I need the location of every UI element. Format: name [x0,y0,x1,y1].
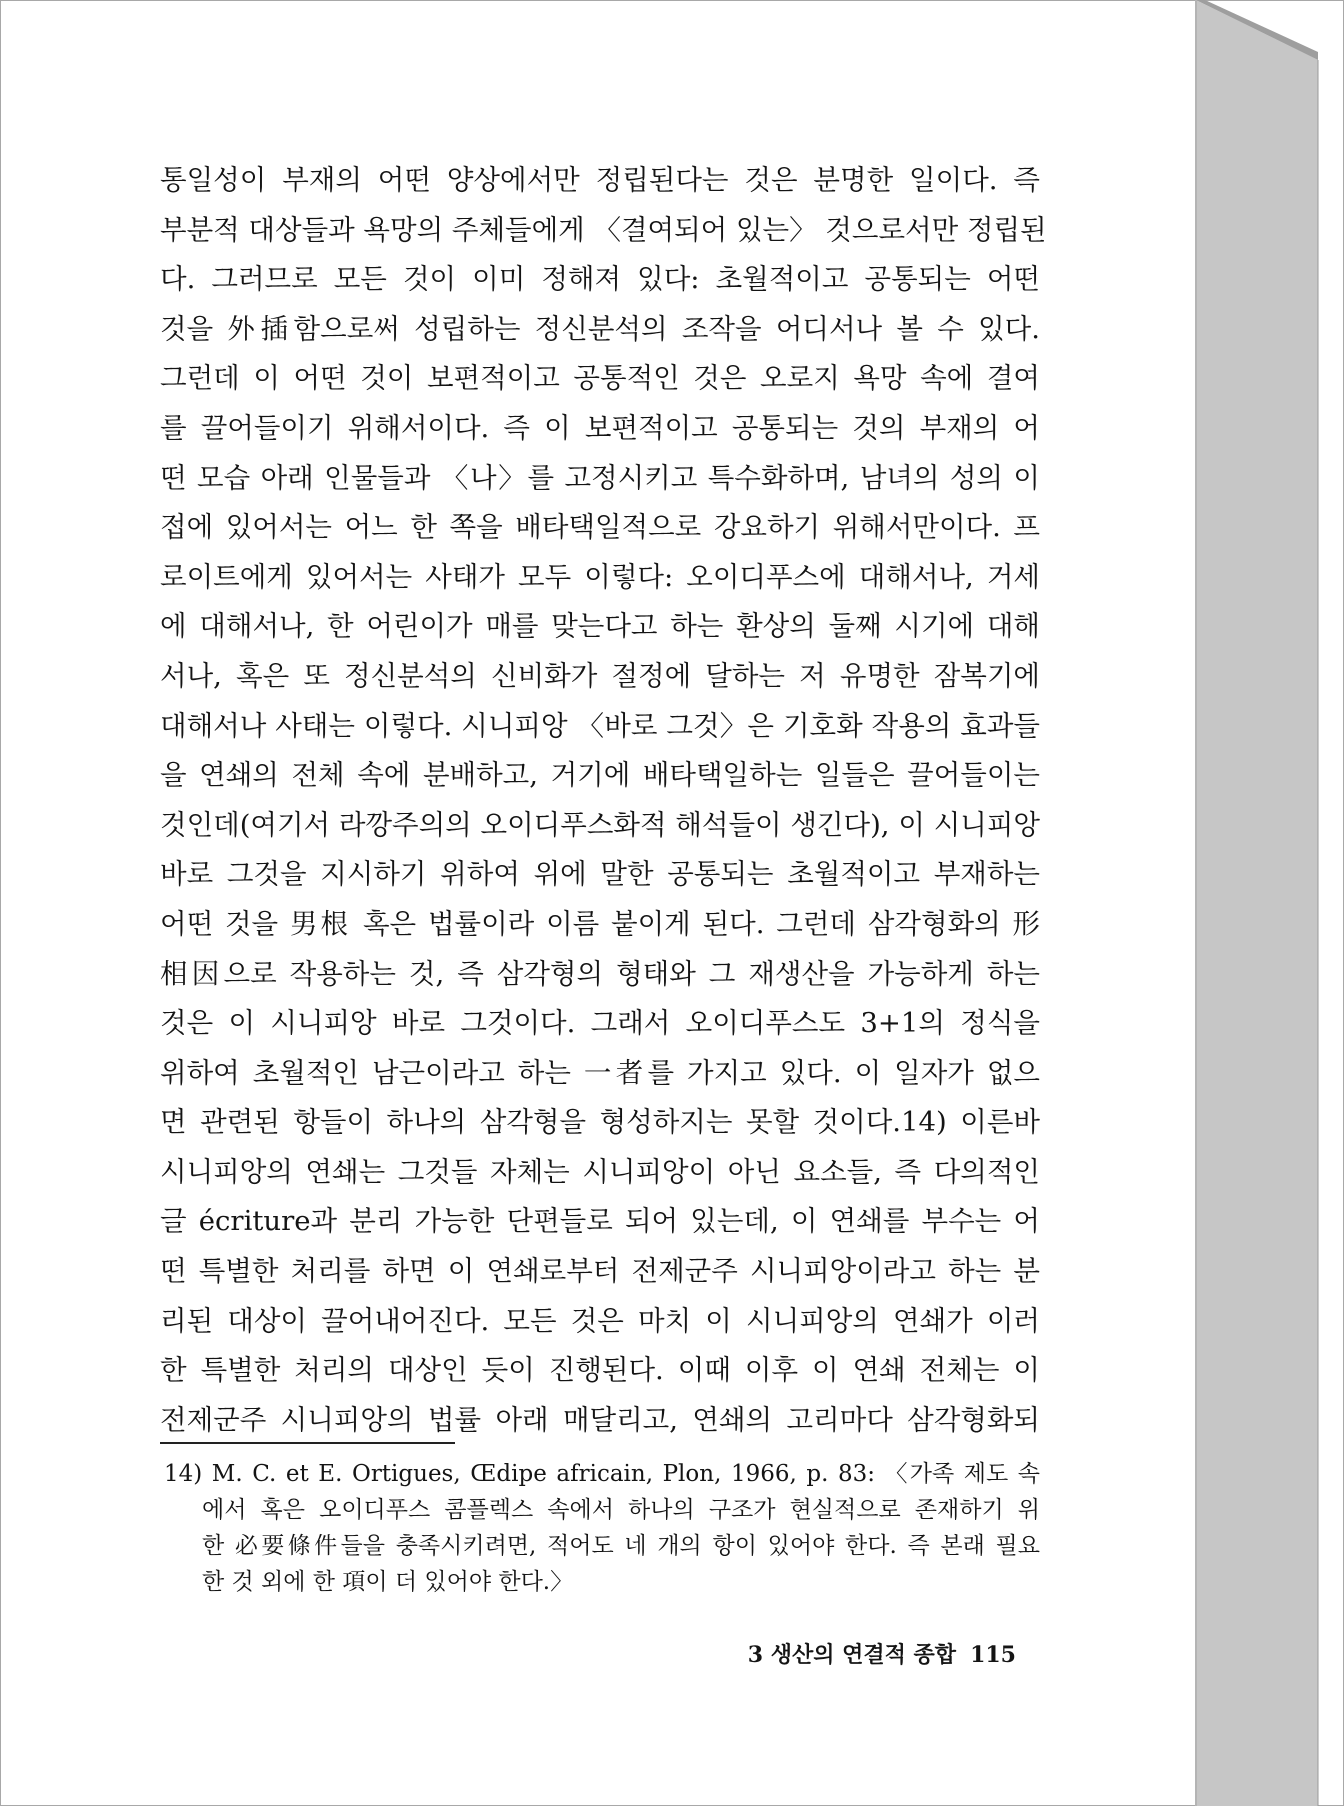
text-line: 대해서나 사태는 이렇다. 시니피앙 〈바로 그것〉은 기호화 작용의 효과들 [160,709,1040,742]
text-line: 그런데 이 어떤 것이 보편적이고 공통적인 것은 오로지 욕망 속에 결여 [160,362,1040,395]
text-line: 相因으로 작용하는 것, 즉 삼각형의 형태와 그 재생산을 가능하게 하는 [160,957,1040,990]
text-line: 전제군주 시니피앙의 법률 아래 매달리고, 연쇄의 고리마다 삼각형화되 [160,1403,1040,1436]
text-line: 부분적 대상들과 욕망의 주체들에게 〈결여되어 있는〉 것으로서만 정립된 [160,213,1047,246]
text-line: 것은 이 시니피앙 바로 그것이다. 그래서 오이디푸스도 3+1의 정식을 [160,1007,1040,1040]
footnote-line: 14) M. C. et E. Ortigues, Œdipe africain, Plon, 1966, p. 83: 〈가족 제도 속 [164,1461,1040,1487]
text-line: 을 연쇄의 전체 속에 분배하고, 거기에 배타택일하는 일들은 끌어들이는 [160,759,1040,792]
chapter-title: 3 생산의 연결적 종합 [747,1642,957,1668]
text-line: 를 끌어들이기 위해서이다. 즉 이 보편적이고 공통되는 것의 부재의 어 [160,411,1040,444]
text-line: 떤 특별한 처리를 하면 이 연쇄로부터 전제군주 시니피앙이라고 하는 분 [160,1255,1040,1288]
footnote [164,1456,1040,1600]
body-text [160,156,1047,1445]
text-line: 것인데(여기서 라깡주의의 오이디푸스화적 해석들이 생긴다), 이 시니피앙 [160,808,1040,841]
footnote-line: 한 것 외에 한 項이 더 있어야 한다.〉 [202,1569,574,1595]
text-line: 다. 그러므로 모든 것이 이미 정해져 있다: 초월적이고 공통되는 어떤 [160,263,1040,296]
text-line: 면 관련된 항들이 하나의 삼각형을 형성하지는 못할 것이다.14) 이른바 [160,1106,1040,1139]
text-line: 위하여 초월적인 남근이라고 하는 一者를 가지고 있다. 이 일자가 없으 [160,1056,1040,1089]
text-line: 에 대해서나, 한 어린이가 매를 맞는다고 하는 환상의 둘째 시기에 대해 [160,610,1040,643]
text-line: 한 특별한 처리의 대상인 듯이 진행된다. 이때 이후 이 연쇄 전체는 이 [160,1354,1040,1387]
text-line: 떤 모습 아래 인물들과 〈나〉를 고정시키고 특수화하며, 남녀의 성의 이 [160,461,1040,494]
text-line: 서나, 혹은 또 정신분석의 신비화가 절정에 달하는 저 유명한 잠복기에 [160,659,1040,692]
footnote-rule [160,1442,455,1444]
footnote-line: 에서 혹은 오이디푸스 콤플렉스 속에서 하나의 구조가 현실적으로 존재하기 위 [202,1497,1040,1523]
running-footer [734,1638,1016,1669]
text-line: 어떤 것을 男根 혹은 법률이라 이름 붙이게 된다. 그런데 삼각형화의 形 [160,907,1040,940]
footnote-line: 한 必要條件들을 충족시키려면, 적어도 네 개의 항이 있어야 한다. 즉 본래 필요 [202,1533,1040,1559]
text-line: 리된 대상이 끌어내어진다. 모든 것은 마치 이 시니피앙의 연쇄가 이러 [160,1304,1040,1337]
text-line: 시니피앙의 연쇄는 그것들 자체는 시니피앙이 아닌 요소들, 즉 다의적인 [160,1155,1040,1188]
text-line: 바로 그것을 지시하기 위하여 위에 말한 공통되는 초월적이고 부재하는 [160,858,1040,891]
page-number: 115 [970,1642,1016,1668]
text-line: 로이트에게 있어서는 사태가 모두 이렇다: 오이디푸스에 대해서나, 거세 [160,560,1040,593]
text-line: 것을 外插함으로써 성립하는 정신분석의 조작을 어디서나 볼 수 있다. [160,312,1040,345]
text-line: 접에 있어서는 어느 한 쪽을 배타택일적으로 강요하기 위해서만이다. 프 [160,511,1040,544]
text-line: 글 écriture과 분리 가능한 단편들로 되어 있는데, 이 연쇄를 부수는 어 [160,1205,1040,1238]
text-line: 통일성이 부재의 어떤 양상에서만 정립된다는 것은 분명한 일이다. 즉 [160,164,1040,196]
